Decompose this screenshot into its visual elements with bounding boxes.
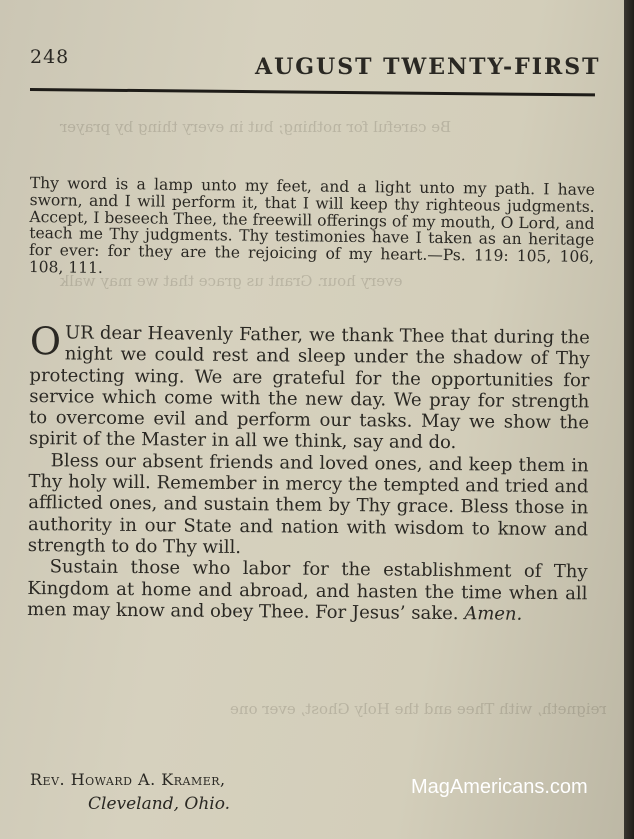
page-number: 248 [30,46,70,68]
header-rule [30,88,595,96]
bleed-through-text: every hour. Grant us grace that we may walk [60,272,403,290]
prayer-paragraph-text: Sustain those who labor for the establishment of Thy Kingdom at home and abroad, and hasten the time when all men may know and obey Thee. For Jesus’ sake. [27,556,588,624]
watermark: MagAmericans.com [411,776,588,798]
book-binding-edge [624,0,634,839]
amen: Amen. [464,603,523,625]
prayer-paragraph-text: UR dear Heavenly Father, we thank Thee that during the night we could rest and sleep under the shadow of Thy protecting wing. We are grateful for the opportunities for service which come with the new day. We pray for strength to overcome evil and perform our tasks. May we show the spirit of the Master in all we think, say and do. [28,322,590,454]
prayer-paragraph: Bless our absent friends and loved ones, and keep them in Thy holy will. Remember in mercy the tempted and tried and afflicted ones, and sustain them by Thy grace. Bless those in authority in our State and nation with wisdom to know and strength to do Thy will. [27,449,589,559]
scripture-verse: Thy word is a lamp unto my feet, and a light unto my path. I have sworn, and I will perform it, that I will keep thy righteous judgments. Accept, I beseech Thee, the freewill offerings of my mouth, O Lord, and teach me Thy judgments. Thy testimonies have I taken as an heritage for ever: for they are the rejoicing of my heart.—Ps. 119: 105, 106, 108, 111. [28,174,595,277]
prayer-body [27,319,590,626]
prayer-paragraph [27,556,588,625]
bleed-through-text: reigneth, with Thee and the Holy Ghost, ever one [230,700,607,718]
prayer-paragraph [28,319,590,455]
drop-cap: O [29,319,62,364]
author-name: Rev. Howard A. Kramer, [30,770,226,789]
bleed-through-text: Be careful for nothing; but in every thing by prayer [60,118,452,136]
author-location: Cleveland, Ohio. [88,794,231,814]
page-title: AUGUST TWENTY-FIRST [255,54,601,80]
